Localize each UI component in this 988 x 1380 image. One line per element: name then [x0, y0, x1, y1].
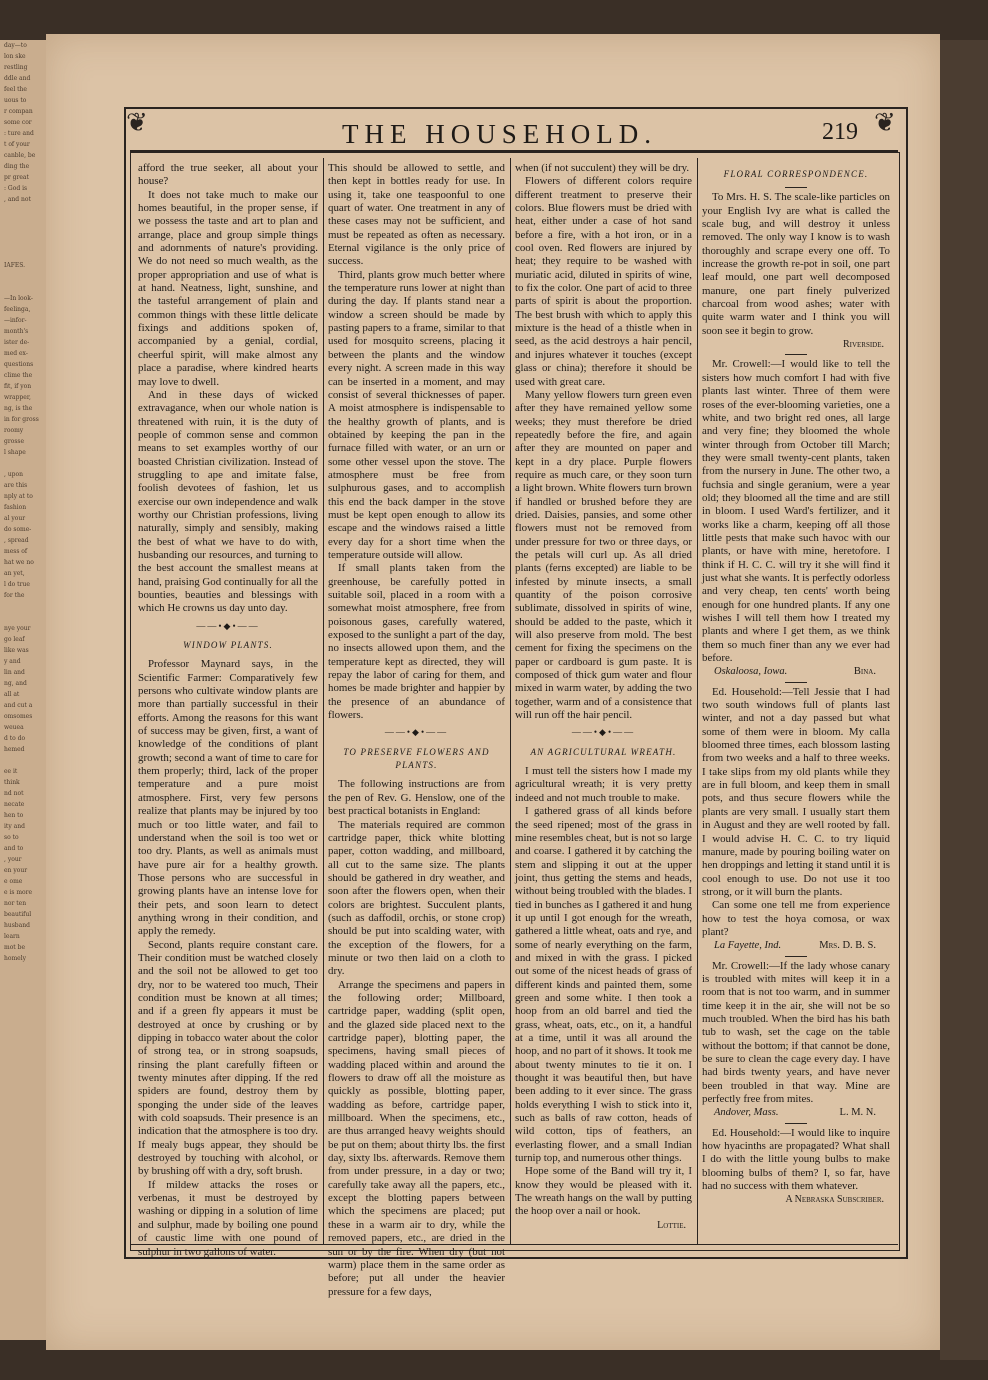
paragraph: The materials required are common cartridge paper, thick white blotting paper, cotton wadding, and millboard, all cut to the same size. The plants should be gathered in dry weather, and soon after the flowers open, when their colors are brightest. Succulent plants, (such as daffodil, orchis, or stone crop) should be put into scalding water, with the exception of the flowers, for a minute or two then laid on a cloth to dry.	[328, 818, 505, 978]
divider	[785, 354, 807, 355]
article-heading: AN AGRICULTURAL WREATH.	[530, 746, 677, 757]
signature: Bina.	[853, 666, 876, 678]
section-separator: ——•◆•——	[571, 727, 636, 738]
article-heading: WINDOW PLANTS.	[183, 640, 273, 651]
column-divider	[697, 158, 698, 1244]
section-separator: ——•◆•——	[384, 727, 449, 738]
letter-text: Mr. Crowell:—I would like to tell the sisters how much comfort I had with five plants last winter. Three of them were roses of the ever-blooming varieties, one a white, and two bright red ones, all large and very fine; they bloomed the whole winter through from October till March; they were small twenty-cent plants, taken from the nursery in June. The other two, a fuchsia and single geranium, were a year old; they bloomed all the time and are still in bloom. I used Ward's fertilizer, and it works like a charm, keeping off all those little pests that make such havoc with our plants, or have with mine, heretofore. I think if H. C. C. will try it she will find it just what she wants. It is perfectly odorless and very cheap, ten cents' worth being enough for one hundred plants. If any one wishes I will tell them how I treated my plants and where I get them, as we think them so much finer than any we ever had before.	[702, 358, 890, 665]
header-rule	[130, 150, 898, 152]
footer-rule	[130, 1244, 898, 1245]
signature: A Nebraska Subscriber.	[785, 1194, 884, 1206]
letter-text: Ed. Household:—I would like to inquire how hyacinths are propagated? What shall I do with the little young bulbs to make blooming bulbs of them? I, so far, have had no success with them whatever.	[702, 1126, 890, 1193]
paragraph: Third, plants grow much better where the temperature runs lower at night than during the day. If plants stand near a window a screen should be made by pasting papers to a frame, similar to that used for mosquito screens, placing it between the plants and the window every night. A screen made in this way can be inserted in a moment, and may consist of several thicknesses of paper. A moist atmosphere is indispensable to the healthy growth of plants, and is obtained by keeping the pan in the furnace filled with water, or an urn or some other vessel upon the stove. The atmosphere must be free from sulphurous gases, and to accomplish this end the back damper in the stove must be kept open enough to allow its escape and the windows raised a little every day for a short time when the temperature outside will allow.	[328, 268, 505, 561]
paragraph: afford the true seeker, all about your house?	[138, 162, 318, 188]
signature: Lottie.	[657, 1219, 686, 1231]
paragraph: It does not take much to make our homes beautiful, in the proper sense, if we possess the taste and art to plan and arrange, place and group simple things and adornments of nature's providing. We do not need so much wealth, as the proper appropriation and use of what is at hand. Neatness, light, sunshine, and the tasteful arrangement of plain and common things with these little delicate fixings and additions spoken of, accompanied by a genial, cordial, cheerful spirit, will make almost any place a paradise, where kindred hearts may love to dwell.	[138, 188, 318, 388]
letter-text: Mr. Crowell:—If the lady whose canary is troubled with mites will keep it in a room that is not too warm, and in summer time keep it in the air, she will not be so much troubled. When the bird has his bath tub to wash, set the cage on the table without the bottom; if that cannot be done, be sure to clean the cage every day. I have had birds twenty years, and have never been troubled in that way. Mine are perfectly free from mites.	[702, 959, 890, 1106]
place: La Fayette, Ind.	[714, 940, 782, 952]
page-header	[130, 115, 898, 149]
paragraph: Arrange the specimens and papers in the following order; Millboard, cartridge paper, wadding (split open, and the glazed side placed next to the cartridge paper), blotting paper, the specimens, having small pieces of wadding placed within and around the flowers to draw off all the moisture as quickly as possible, blotting paper, wadding as before, cartridge paper, millboard. When the specimens, etc., are thus arranged heavy weights should be put on them; about thirty lbs. the first day, sixty lbs. afterwards. Remove them from under pressure, in a day or two; carefully take away all the papers, etc., except the blotting papers between which the specimens are placed; put these in a warm air to dry, while the removed papers, etc., are dried in the sun or by the fire. When dry (but not warm) place them in the same order as before; put all under the heavier pressure for a few days,	[328, 978, 505, 1298]
letter-text: To Mrs. H. S. The scale-like particles on your English Ivy are what is called the scale bug, and will destroy it unless removed. The only way I know is to wash thoroughly and scrape every one off. To increase the growth re-pot in soil, one part leaf mould, one part well decomposed manure, one part finely pulverized charcoal from wood ashes; water with quite warm water and I think you will soon see it begin to grow.	[702, 191, 890, 337]
column-1	[138, 162, 318, 1258]
masthead-title: THE HOUSEHOLD.	[342, 119, 657, 149]
paragraph: Professor Maynard says, in the Scientific Farmer: Comparatively few persons who cultivate window plants are more than partially successful in their efforts. Among the reasons for this want of success may be given, first, a want of knowledge of the conditions of plant growth; second a want of time to care for them properly; third, lack of the proper temperature and a pure moist atmosphere. First, very few persons realize that plants may be injured by too much or too little water, and fail to understand when the soil is too wet or too dry. Plants, as well as animals must have pure air for a healthy growth. Those persons who are successful in growing plants have an intense love for their pets, and soon learn to detect anything wrong in their condition, and apply the remedy.	[138, 658, 318, 938]
column-3	[515, 162, 692, 1244]
paragraph: If small plants taken from the greenhouse, be carefully potted in suitable soil, placed in a room with a somewhat moist atmosphere, free from poisonous gases, carefully watered, exposed to the sunlight a part of the day, no insects allowed upon them, and the temperature kept as directed, they will repay the labor of caring for them, and homes be made brighter and happier by the presence of an abundance of flowers.	[328, 562, 505, 722]
article-heading: FLORAL CORRESPONDENCE.	[723, 169, 869, 179]
previous-page-text-fragment: day—to lon ske restling ddle and feel the uous to r compan some cor : ture and t of your canble, be ding the pr great : God is , and not IAFES. —In look- feelinga, —infor- month's ister de- med ex- questions clime the fit, if yon wrapper, ng, is the in for gross roomy grosse l shape , upon are this nply at to fashion al your do some- , spread mess of hat we no an yet, l do true for the nye your go leaf like was y and lin and ng, and all at and cut a omsomes weuea d to do hemed ee it think nd not necate hen to ity and so to and to , your en your e ome e is more nor ten beautiful husband learn mot be homely	[4, 42, 39, 962]
column-2	[328, 162, 505, 1298]
divider	[785, 187, 807, 188]
place: Oskaloosa, Iowa.	[714, 666, 788, 678]
column-4	[702, 162, 890, 1244]
section-separator: ——•◆•——	[196, 620, 260, 631]
paragraph: I must tell the sisters how I made my agricultural wreath; it is very pretty indeed and not much trouble to make.	[515, 765, 692, 804]
corner-ornament-icon: ❦	[874, 108, 896, 138]
paragraph: The following instructions are from the pen of Rev. G. Henslow, one of the best practical botanists in England:	[328, 778, 505, 818]
place: Andover, Mass.	[714, 1107, 779, 1119]
letter-text: Can some one tell me from experience how to test the hoya comosa, or wax plant?	[702, 899, 890, 938]
place-signature-line	[702, 939, 890, 952]
column-divider	[323, 158, 324, 1244]
paragraph: when (if not succulent) they will be dry.	[515, 162, 690, 174]
paragraph: If mildew attacks the roses or verbenas, it must be destroyed by washing or dipping in a solution of lime and sulphur, made by boiling one pound of caustic lime with one pound of sulphur in two gallons of water.	[138, 1178, 318, 1258]
article-heading: TO PRESERVE FLOWERS AND PLANTS.	[343, 746, 490, 771]
signature: L. M. N.	[839, 1107, 876, 1119]
paragraph: Many yellow flowers turn green even after they have remained yellow some weeks; they must therefore be dried repeatedly before the fire, and again after they are mounted on paper and kept in a dry place. Purple flowers require as much care, or they soon turn a light brown. White flowers turn brown if handled or brushed before they are dried. Daisies, pansies, and some other flowers must not be removed from under pressure for two or three days, or the petals will curl up. As all dried plants (ferns excepted) are liable to be infested by minute insects, a small quantity of the poison corrosive sublimate, dissolved in spirits of wine, should be added to the paste, which it will also preserve from mold. The best cement for fixing the specimens on the paper or cardboard is gum paste. It is composed of thick gum water and flour mixed in warm water, by adding the two together, warm and of a consistence that will run off the hair pencil.	[515, 388, 692, 722]
column-divider	[510, 158, 511, 1244]
signature: Mrs. D. B. S.	[819, 940, 876, 952]
corner-ornament-icon: ❦	[126, 108, 148, 138]
divider	[785, 956, 807, 957]
page-number: 219	[822, 119, 858, 145]
paragraph: This should be allowed to settle, and then kept in bottles ready for use. In using it, take one teaspoonful to one quart of water. One treatment in any of these cases may not be sufficient, and must be repeated as often as necessary. Eternal vigilance is the only price of success.	[328, 162, 505, 268]
divider	[785, 1123, 807, 1124]
paragraph: Flowers of different colors require different treatment to preserve their colors. Blue flowers must be dried with heat, either under a case of hot sand before a fire, with a hot iron, or in a cool oven. Red flowers are injured by heat; they require to be washed with muriatic acid, diluted in spirits of wine, to fix the color. One part of acid to three parts of spirit is about the proportion. The best brush with which to apply this mixture is the head of a thistle when in seed, as the acid destroys a hair pencil, and injures whatever it touches (except glass or china); therefore it should be used with great care.	[515, 175, 692, 388]
letter-text: Ed. Household:—Tell Jessie that I had two south windows full of plants last winter, and not a day passed but what some of them were in bloom. My calla bloomed three times, each blossom lasting from two weeks and a half to three weeks. I take slips from my old plants while they are in full bloom, and keep them in small pots, and thus secure flowers while the plants are very small. I usually start them in August and they are well rooted by fall. I would advise H. C. C. to try liquid manure, made by pouring boiling water on hen droppings and letting it stand until it is cool enough to use. Do not use it too strong, or it will burn the plants.	[702, 685, 890, 898]
divider	[785, 682, 807, 683]
paragraph: Hope some of the Band will try it, I know they would be pleased with it. The wreath hangs on the wall by putting the hoop over a nail or hook.	[515, 1165, 692, 1218]
place-signature-line	[702, 1106, 890, 1119]
binding-edge	[940, 40, 988, 1360]
signature: Riverside.	[842, 339, 884, 351]
paragraph: Second, plants require constant care. Their condition must be watched closely and the soil not be allowed to get too dry, nor to be watered too much, Their condition must be known at all times; and if a green fly appears it must be destroyed at once by crushing or by dipping in tobacco water about the color of strong tea, or in strong soapsuds, rinsing the plant carefully fifteen or twenty minutes after dipping. If the red spiders are found, destroy them by sponging the under side of the leaves with cold soapsuds. Their presence is an indication that the atmosphere is too dry. If mealy bugs appear, they should be destroyed by touching with alcohol, or by brushing off with a dry, soft brush.	[138, 938, 318, 1178]
place-signature-line	[702, 665, 890, 678]
paragraph: And in these days of wicked extravagance, when our whole nation is threatened with ruin, it is the duty of people of common sense and common means to set examples worthy of our boasted Christian civilization. Instead of struggling to ape and imitate false, foolish devotees of fashion, let us exercise our own independence and walk worthy our Christian professions, living naturally, simply and sensibly, making the best of what we have to do with, husbanding our resources, and turning to the best account the smallest means at hand, praising God continually for all the bounties, beauties and blessings with which He crowns us day unto day.	[138, 388, 318, 615]
paragraph: I gathered grass of all kinds before the seed ripened; most of the grass in mine resembles cheat, but is not so large and coarse. I gathered it by catching the stem and slipping it out at the upper joint, thus getting the stems and heads, without being troubled with the blades. I tied in bunches as I gathered it and hung it up until I got enough for the wreath, gathered a little wheat, oats and rye, and some of nearly everything on the farm, and mixed in with the grass. I picked out some of the nicest heads of grass of different kinds and painted them, some green and some white. I then took a hoop from an old barrel and tied the grass, wheat, oats, etc., on it, a handful at a time, until it was all around the hoop, and no part of it shows. It took me about twenty minutes to tie it on. I thought it was beautiful then, but have been adding to it ever since. The grass holds everything I wish to stick into it, such as balls of raw cotton, heads of wild cotton, tips of feathers, an everlasting flower, and a small Indian turnip top, and numerous other things.	[515, 805, 692, 1165]
